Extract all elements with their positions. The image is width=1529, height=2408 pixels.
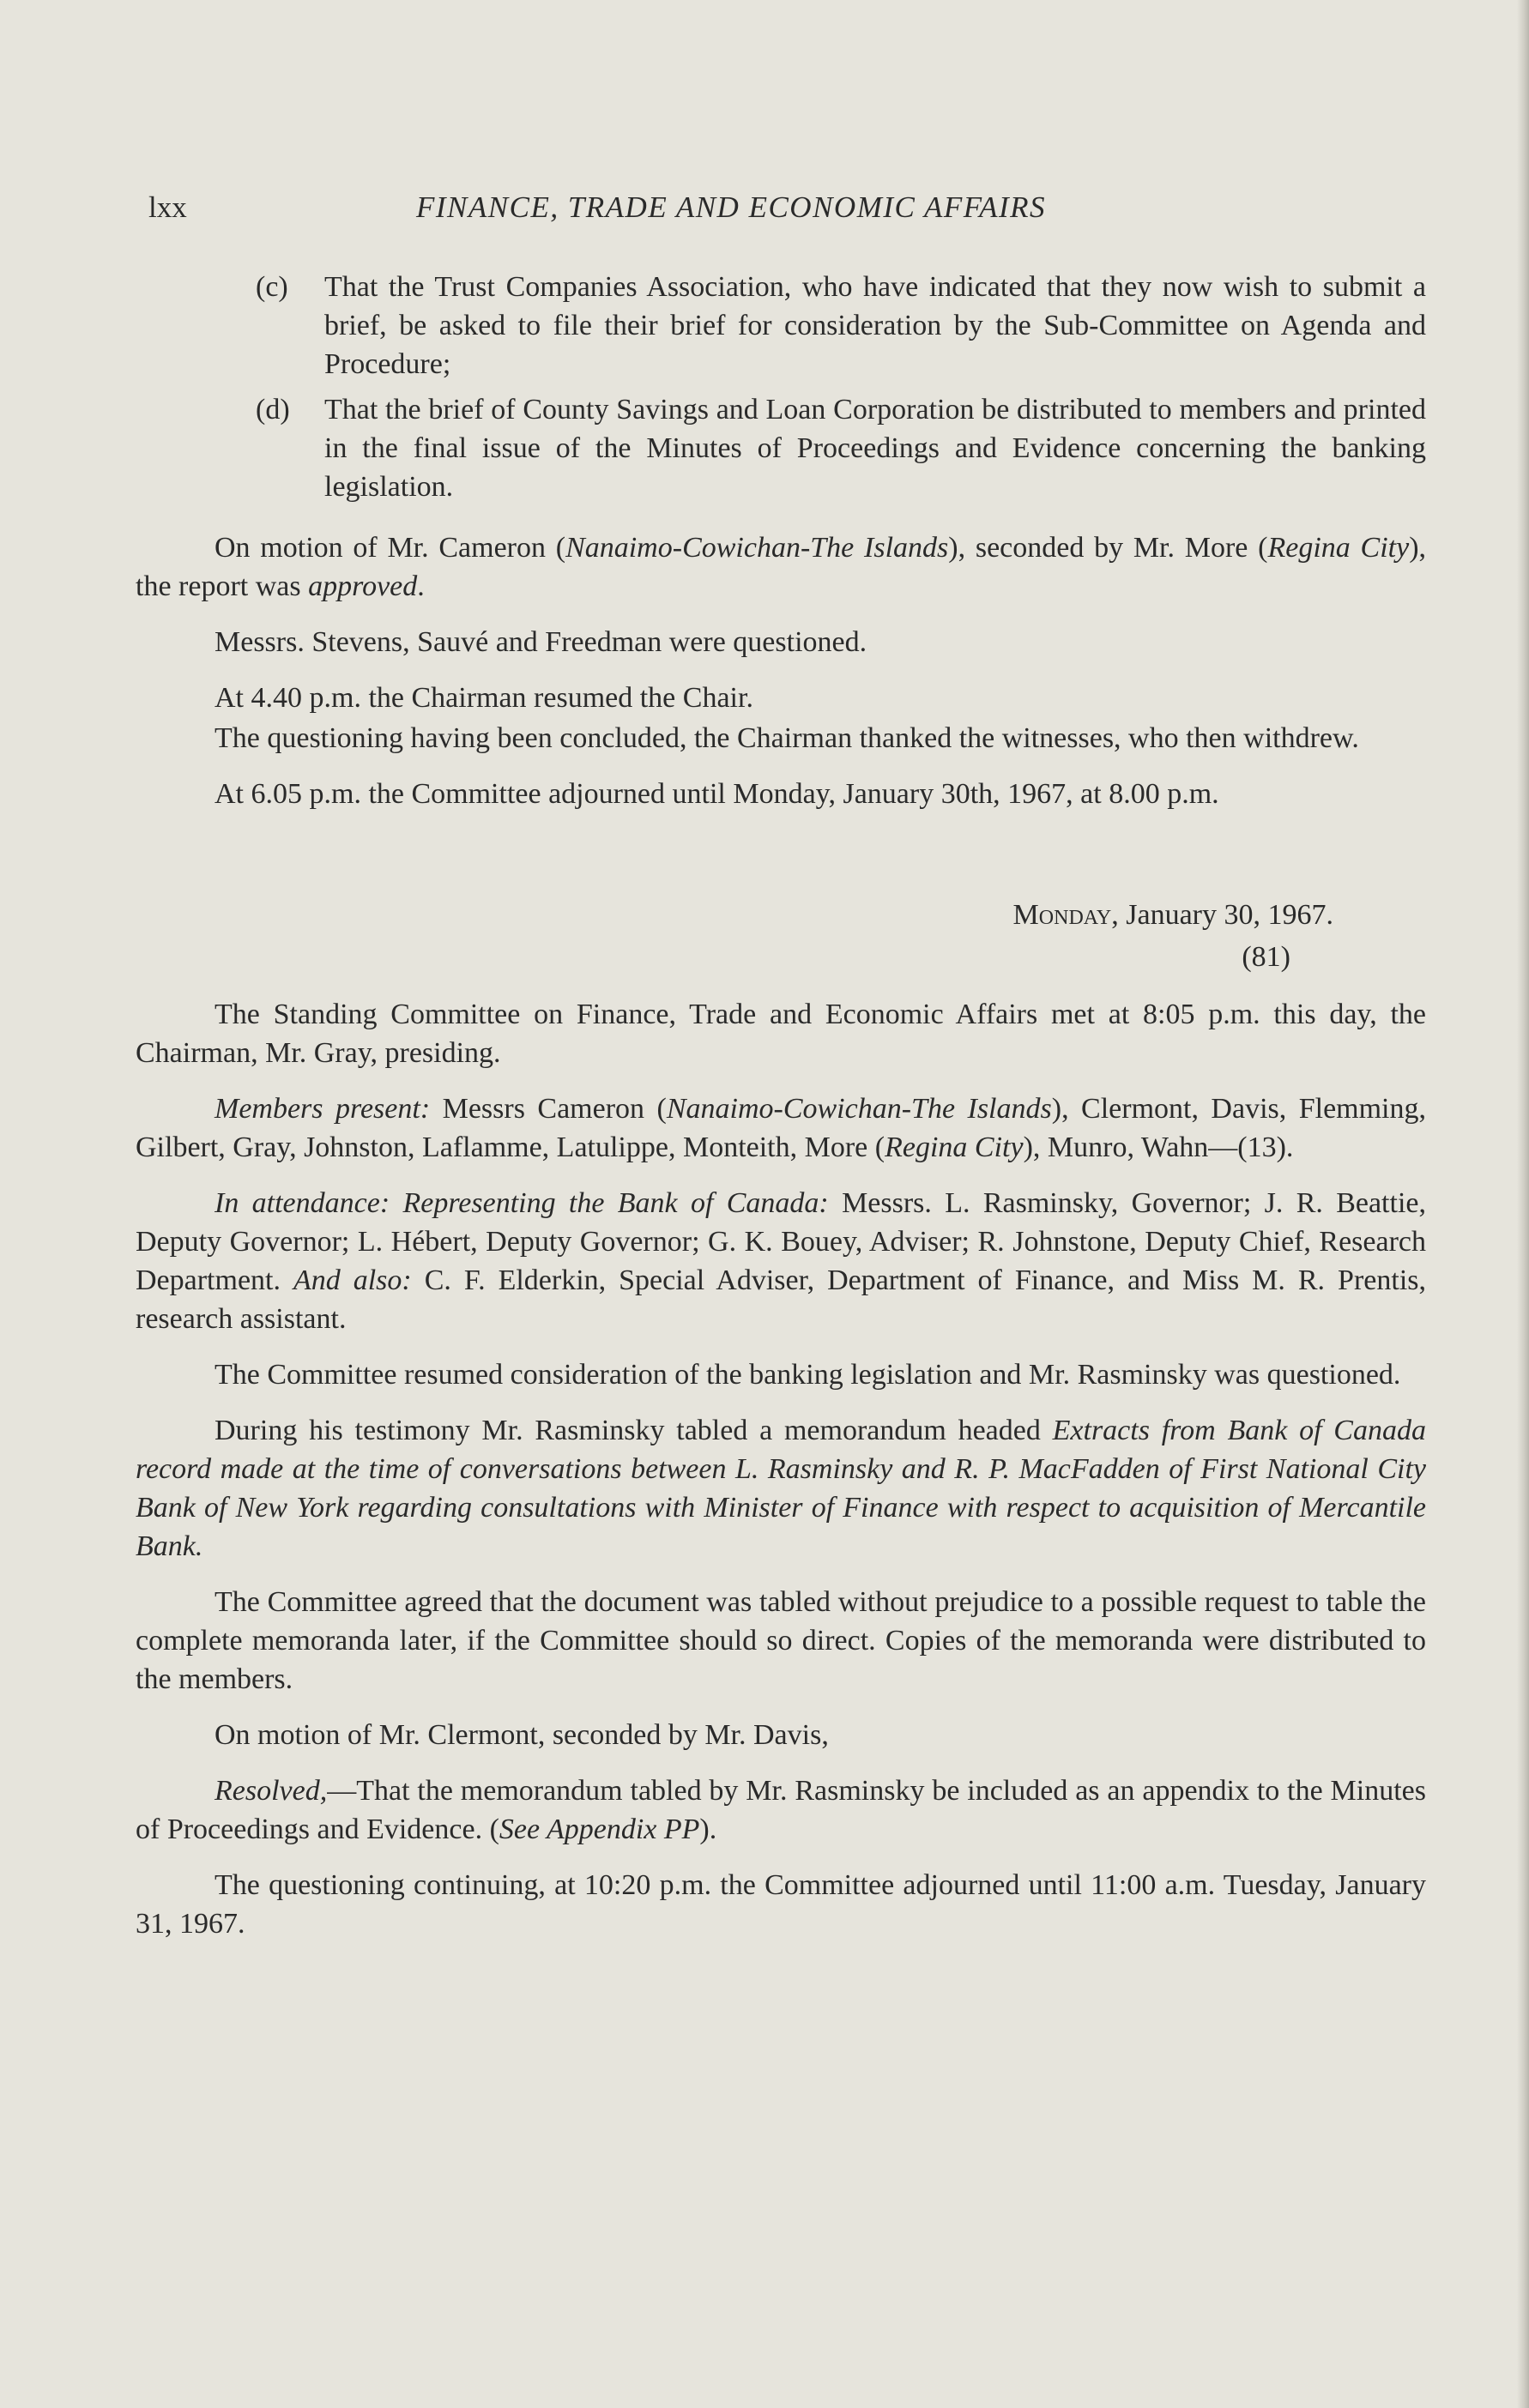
page-header [148, 190, 1435, 233]
members-label: Members present: [215, 1093, 431, 1125]
sitting-date [136, 896, 1426, 934]
riding-name: Nanaimo-Cowichan-The Islands [565, 532, 949, 564]
text-run: ), Clermont, Davis, Flemming, Gilbert, Gray, Johnston, Laflamme, Latulippe, Monteith, More ( [136, 1093, 1427, 1163]
list-marker: (d) [256, 394, 290, 425]
paragraph-final-adjournment: The questioning continuing, at 10:20 p.m. the Committee adjourned until 11:00 a.m. Tuesday, January 31, 1967. [136, 1869, 1426, 1940]
list-item-d [136, 390, 1426, 506]
list-item-text: That the brief of County Savings and Loan Corporation be distributed to members and printed in the final issue of the Minutes of Proceedings and Evidence concerning the banking legislation. [324, 394, 1426, 503]
memorandum-title: Extracts from Bank of Canada record made at the time of conversations between L. Rasminsky and R. P. MacFadden of First National City Bank of New York regarding consultations with Minister of Finance with respect to acquisition of Mercantile Bank. [136, 1415, 1426, 1562]
riding-name: Regina City [1267, 532, 1410, 564]
paragraph-consideration-resumed: The Committee resumed consideration of the banking legislation and Mr. Rasminsky was questioned. [215, 1359, 1401, 1391]
riding-name: Regina City [885, 1132, 1024, 1163]
list-item-c [136, 268, 1426, 383]
text-run: ), seconded by Mr. More ( [948, 532, 1268, 564]
paragraph-motion-clermont: On motion of Mr. Clermont, seconded by Mr. Davis, [215, 1719, 829, 1751]
paragraph-adjourned: At 6.05 p.m. the Committee adjourned until Monday, January 30th, 1967, at 8.00 p.m. [215, 778, 1219, 810]
paragraph-committee-met: The Standing Committee on Finance, Trade and Economic Affairs met at 8:05 p.m. this day, the Chairman, Mr. Gray, presiding. [136, 999, 1426, 1069]
paragraph-resolved [136, 1771, 1426, 1849]
text-run: . [417, 570, 425, 602]
text-run: Messrs Cameron ( [430, 1093, 667, 1125]
text-run: During his testimony Mr. Rasminsky tabled a memorandum headed [215, 1415, 1053, 1446]
paragraph-memorandum-tabled [136, 1411, 1426, 1566]
sitting-number: (81) [1242, 941, 1290, 973]
text-run: On motion of Mr. Cameron ( [215, 532, 566, 564]
date-text: , January 30, 1967. [1111, 899, 1333, 931]
page-body [136, 268, 1426, 1943]
resolved-label: Resolved, [215, 1775, 328, 1807]
page-number: lxx [148, 190, 187, 224]
list-item-text: That the Trust Companies Association, who have indicated that they now wish to submit a brief, be asked to file their brief for consideration by the Sub-Committee on Agenda and Procedure; [324, 271, 1426, 380]
text-run: ), Munro, Wahn—(13). [1023, 1132, 1294, 1163]
paragraph-in-attendance [136, 1184, 1426, 1338]
running-title: FINANCE, TRADE AND ECONOMIC AFFAIRS [416, 190, 1047, 224]
emphasis: approved [308, 570, 418, 602]
appendix-reference: See Appendix PP [499, 1814, 700, 1845]
text-run: ), the report was [136, 532, 1427, 602]
riding-name: Nanaimo-Cowichan-The Islands [666, 1093, 1052, 1125]
text-run: C. F. Elderkin, Special Adviser, Department of Finance, and Miss M. R. Prentis, research assistant. [136, 1264, 1426, 1335]
list-marker: (c) [256, 271, 288, 303]
paragraph-witnesses-questioned: Messrs. Stevens, Sauvé and Freedman were questioned. [215, 626, 867, 658]
paragraph-report-approved [136, 528, 1426, 606]
paragraph-committee-agreed: The Committee agreed that the document was tabled without prejudice to a possible request to table the complete memoranda later, if the Committee should so direct. Copies of the memoranda were distributed to the members. [136, 1586, 1426, 1695]
also-label: And also: [293, 1264, 412, 1296]
paragraph-chair-resumed: At 4.40 p.m. the Chairman resumed the Chair. [215, 682, 753, 714]
page-edge-shadow [1517, 0, 1529, 2408]
text-run: ). [699, 1814, 717, 1845]
text-run: —That the memorandum tabled by Mr. Rasminsky be included as an appendix to the Minutes of Proceedings and Evidence. ( [136, 1775, 1426, 1845]
weekday: Monday [1012, 899, 1112, 931]
paragraph-members-present [136, 1089, 1426, 1167]
paragraph-questioning-concluded: The questioning having been concluded, the Chairman thanked the witnesses, who then withdrew. [215, 722, 1359, 754]
text-run: Messrs. L. Rasminsky, Governor; J. R. Beattie, Deputy Governor; L. Hébert, Deputy Governor; G. K. Bouey, Adviser; R. Johnstone, Deputy Chief, Research Department. [136, 1187, 1426, 1296]
attendance-label: In attendance: Representing the Bank of Canada: [215, 1187, 829, 1219]
